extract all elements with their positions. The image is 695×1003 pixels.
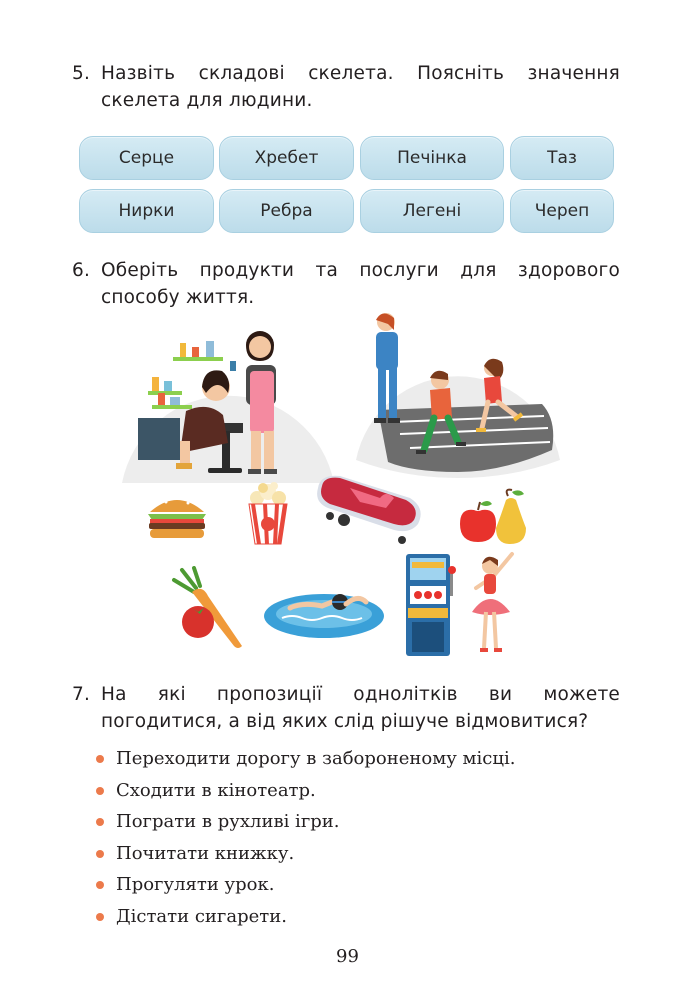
bullet-icon [96,913,104,921]
task-7-number: 7. [72,684,91,705]
task-6-text: Оберіть продукти та послуги для здорового способу життя. [101,260,620,308]
popcorn-image[interactable] [243,482,293,546]
option-chip[interactable]: Череп [510,189,614,233]
page-number: 99 [336,946,359,967]
task-5-number: 5. [72,63,91,84]
option-chip[interactable]: Серце [79,136,214,180]
hairdresser-image[interactable] [118,313,338,488]
list-item [96,840,515,872]
option-chip[interactable]: Легені [360,189,504,233]
option-chip[interactable]: Нирки [79,189,214,233]
task-5-text: Назвіть складові скелета. Поясніть значення скелета для людини. [101,63,620,111]
bullet-icon [96,755,104,763]
slot-machine-image[interactable] [402,552,458,658]
task-5 [72,60,620,114]
list-item-text: Сходити в кінотеатр. [116,779,316,801]
fruit-image[interactable] [456,488,532,546]
list-item-text: Прогуляти урок. [116,874,275,896]
list-item [96,745,515,777]
list-item [96,777,515,809]
list-item [96,871,515,903]
list-item-text: Переходити дорогу в забороненому місці. [116,748,516,769]
list-item [96,903,515,935]
task-7-list [96,745,515,935]
task-6 [72,257,620,311]
bullet-icon [96,881,104,889]
list-item [96,808,515,840]
list-item-text: Почитати книжку. [116,842,295,864]
option-chip[interactable]: Ребра [219,189,354,233]
ballerina-image[interactable] [468,548,528,658]
hamburger-image[interactable] [144,490,210,540]
bullet-icon [96,850,104,858]
list-item-text: Пограти в рухливі ігри. [116,811,340,833]
swimmer-image[interactable] [262,584,386,640]
task-7-text: На які пропозиції однолітків ви можете погодитися, а від яких слід рішуче відмовитися? [101,684,620,732]
task-6-number: 6. [72,260,91,281]
option-chip[interactable]: Печінка [360,136,504,180]
running-track-image[interactable] [352,310,564,478]
bullet-icon [96,818,104,826]
bullet-icon [96,787,104,795]
option-chip[interactable]: Таз [510,136,614,180]
carrot-tomato-image[interactable] [168,566,248,650]
task-7 [72,681,620,735]
list-item-text: Дістати сигарети. [116,905,287,927]
skateboard-image[interactable] [310,468,428,544]
option-chip[interactable]: Хребет [219,136,354,180]
